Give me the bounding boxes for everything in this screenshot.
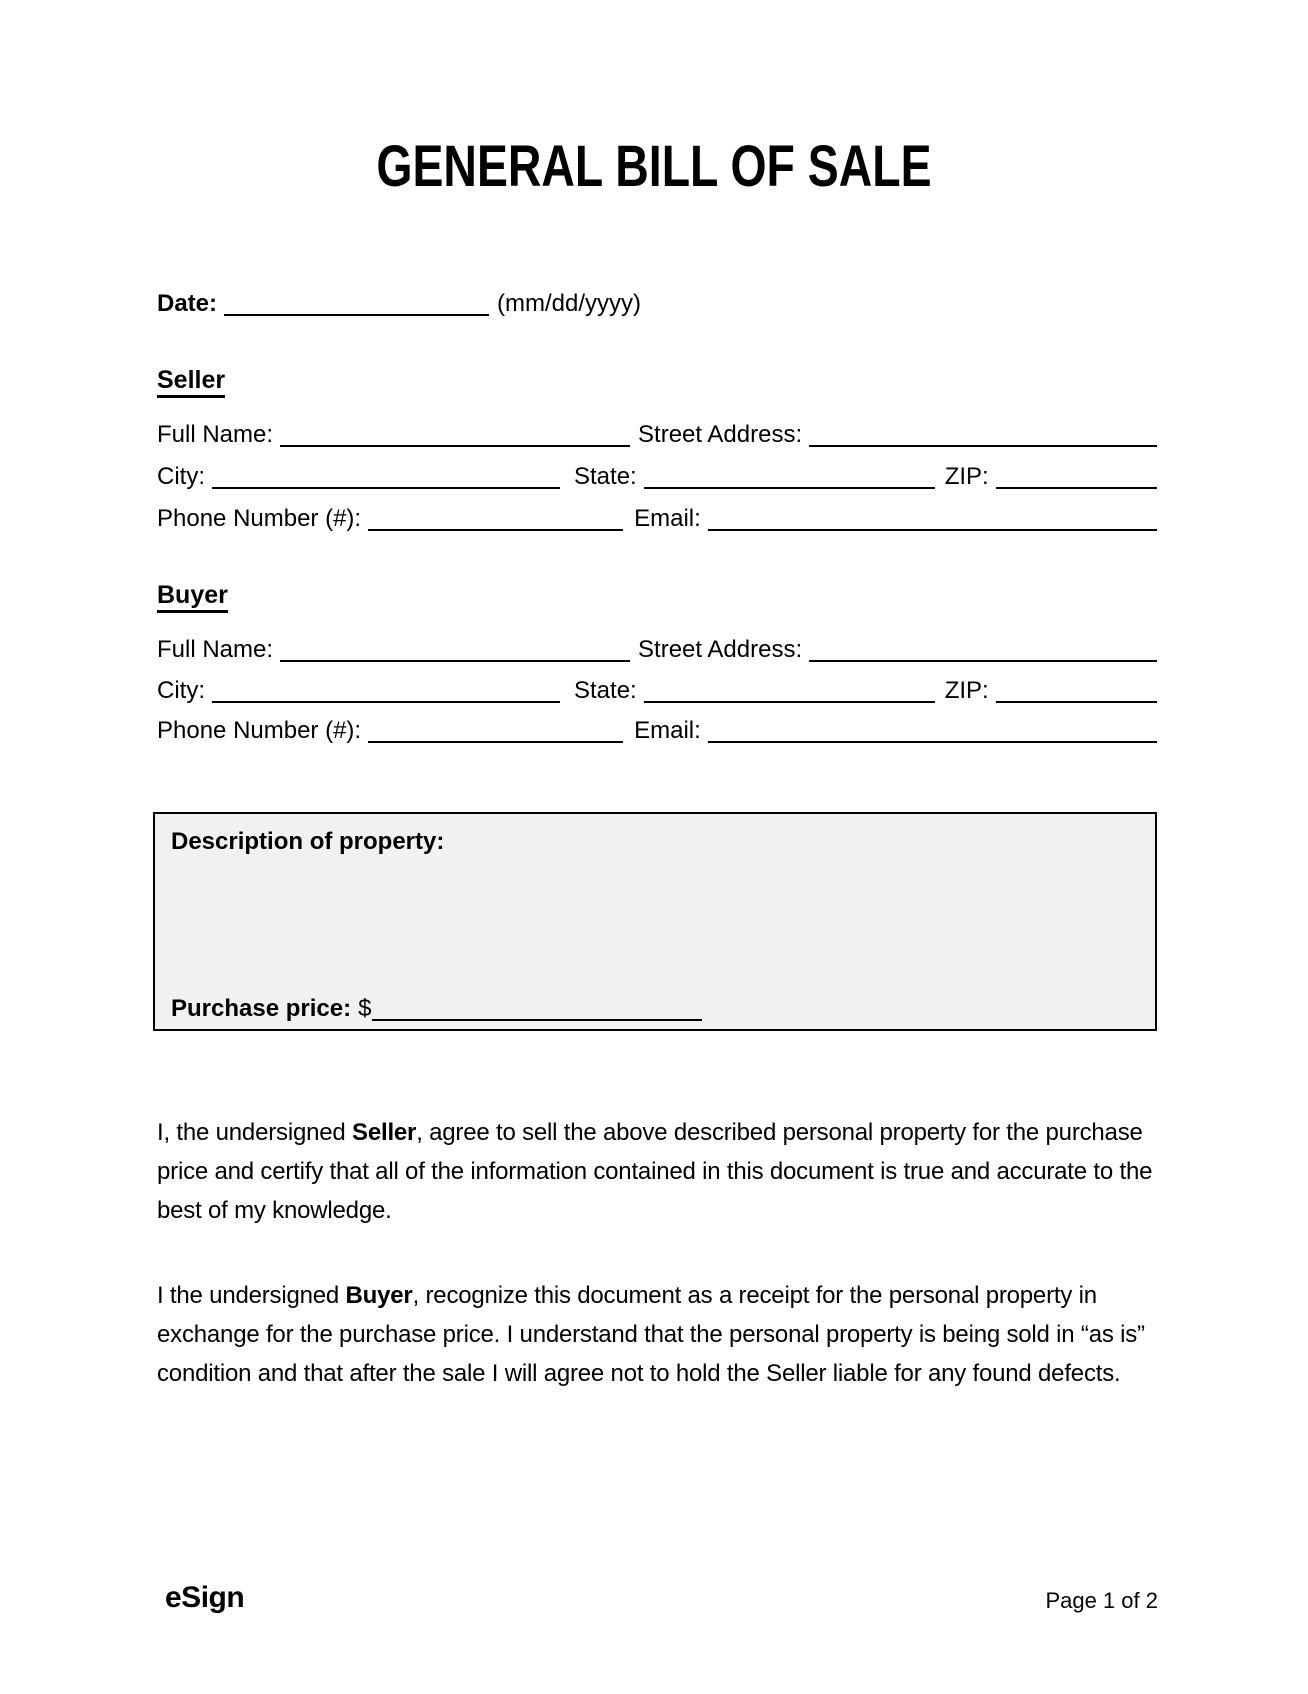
buyer-street-address-label: Street Address: xyxy=(638,636,803,663)
seller-email-label: Email: xyxy=(634,505,701,532)
date-format-hint: (mm/dd/yyyy) xyxy=(497,290,642,317)
seller-zip-label: ZIP: xyxy=(944,463,989,490)
date-label: Date: xyxy=(157,290,218,317)
seller-full-name-field[interactable] xyxy=(280,445,630,447)
date-row xyxy=(157,286,1157,316)
buyer-zip-label: ZIP: xyxy=(944,677,989,704)
buyer-clause-body: , recognize this document as a receipt for the personal property in exchange for the purchase price. I understand that the personal property is being sold in “as is” condition and that after the sale I will agree not to hold the Seller liable for any found defects. xyxy=(157,1282,1145,1387)
buyer-street-address-field[interactable] xyxy=(809,660,1157,662)
buyer-zip-field[interactable] xyxy=(996,701,1157,703)
purchase-price-label: Purchase price: xyxy=(171,995,352,1022)
seller-phone-field[interactable] xyxy=(368,529,623,531)
description-of-property-label: Description of property: xyxy=(171,828,445,855)
seller-full-name-label: Full Name: xyxy=(157,421,274,448)
buyer-phone-label: Phone Number (#): xyxy=(157,717,362,744)
seller-state-field[interactable] xyxy=(644,487,935,489)
seller-clause-party: Seller xyxy=(352,1119,417,1146)
buyer-clause-party: Buyer xyxy=(345,1282,413,1309)
buyer-city-label: City: xyxy=(157,677,205,704)
buyer-email-label: Email: xyxy=(634,717,701,744)
seller-street-address-field[interactable] xyxy=(809,445,1157,447)
seller-state-label: State: xyxy=(574,463,637,490)
seller-zip-field[interactable] xyxy=(996,487,1157,489)
buyer-email-field[interactable] xyxy=(708,741,1157,743)
buyer-state-field[interactable] xyxy=(644,701,935,703)
seller-phone-label: Phone Number (#): xyxy=(157,505,362,532)
buyer-agreement-paragraph xyxy=(157,1276,1157,1393)
seller-street-address-label: Street Address: xyxy=(638,421,803,448)
seller-clause-body: , agree to sell the above described personal property for the purchase price and certify that all of the information contained in this document is true and accurate to the best of my knowledge. xyxy=(157,1119,1153,1224)
buyer-full-name-field[interactable] xyxy=(280,660,630,662)
purchase-price-row xyxy=(171,991,702,1021)
buyer-clause-lead: I the undersigned xyxy=(157,1282,346,1309)
document-title: GENERAL BILL OF SALE xyxy=(376,134,932,199)
purchase-price-field[interactable] xyxy=(372,1019,702,1021)
seller-name-row xyxy=(157,417,1157,447)
buyer-name-row xyxy=(157,632,1157,662)
buyer-city-field[interactable] xyxy=(212,701,560,703)
page-indicator: Page 1 of 2 xyxy=(1045,1588,1158,1613)
currency-symbol: $ xyxy=(358,995,372,1022)
buyer-phone-row xyxy=(157,713,1157,743)
buyer-full-name-label: Full Name: xyxy=(157,636,274,663)
seller-city-row xyxy=(157,459,1157,489)
buyer-city-row xyxy=(157,673,1157,703)
date-field[interactable] xyxy=(224,314,489,316)
buyer-heading: Buyer xyxy=(157,583,228,613)
seller-city-field[interactable] xyxy=(212,487,560,489)
seller-city-label: City: xyxy=(157,463,205,490)
property-description-box xyxy=(153,812,1157,1031)
esign-logo: eSign xyxy=(165,1581,245,1614)
seller-heading: Seller xyxy=(157,368,225,398)
seller-email-field[interactable] xyxy=(708,529,1157,531)
seller-agreement-paragraph xyxy=(157,1113,1157,1230)
buyer-state-label: State: xyxy=(574,677,637,704)
seller-clause-lead: I, the undersigned xyxy=(157,1119,353,1146)
seller-phone-row xyxy=(157,501,1157,531)
buyer-phone-field[interactable] xyxy=(368,741,623,743)
description-of-property-field[interactable] xyxy=(171,860,1139,979)
